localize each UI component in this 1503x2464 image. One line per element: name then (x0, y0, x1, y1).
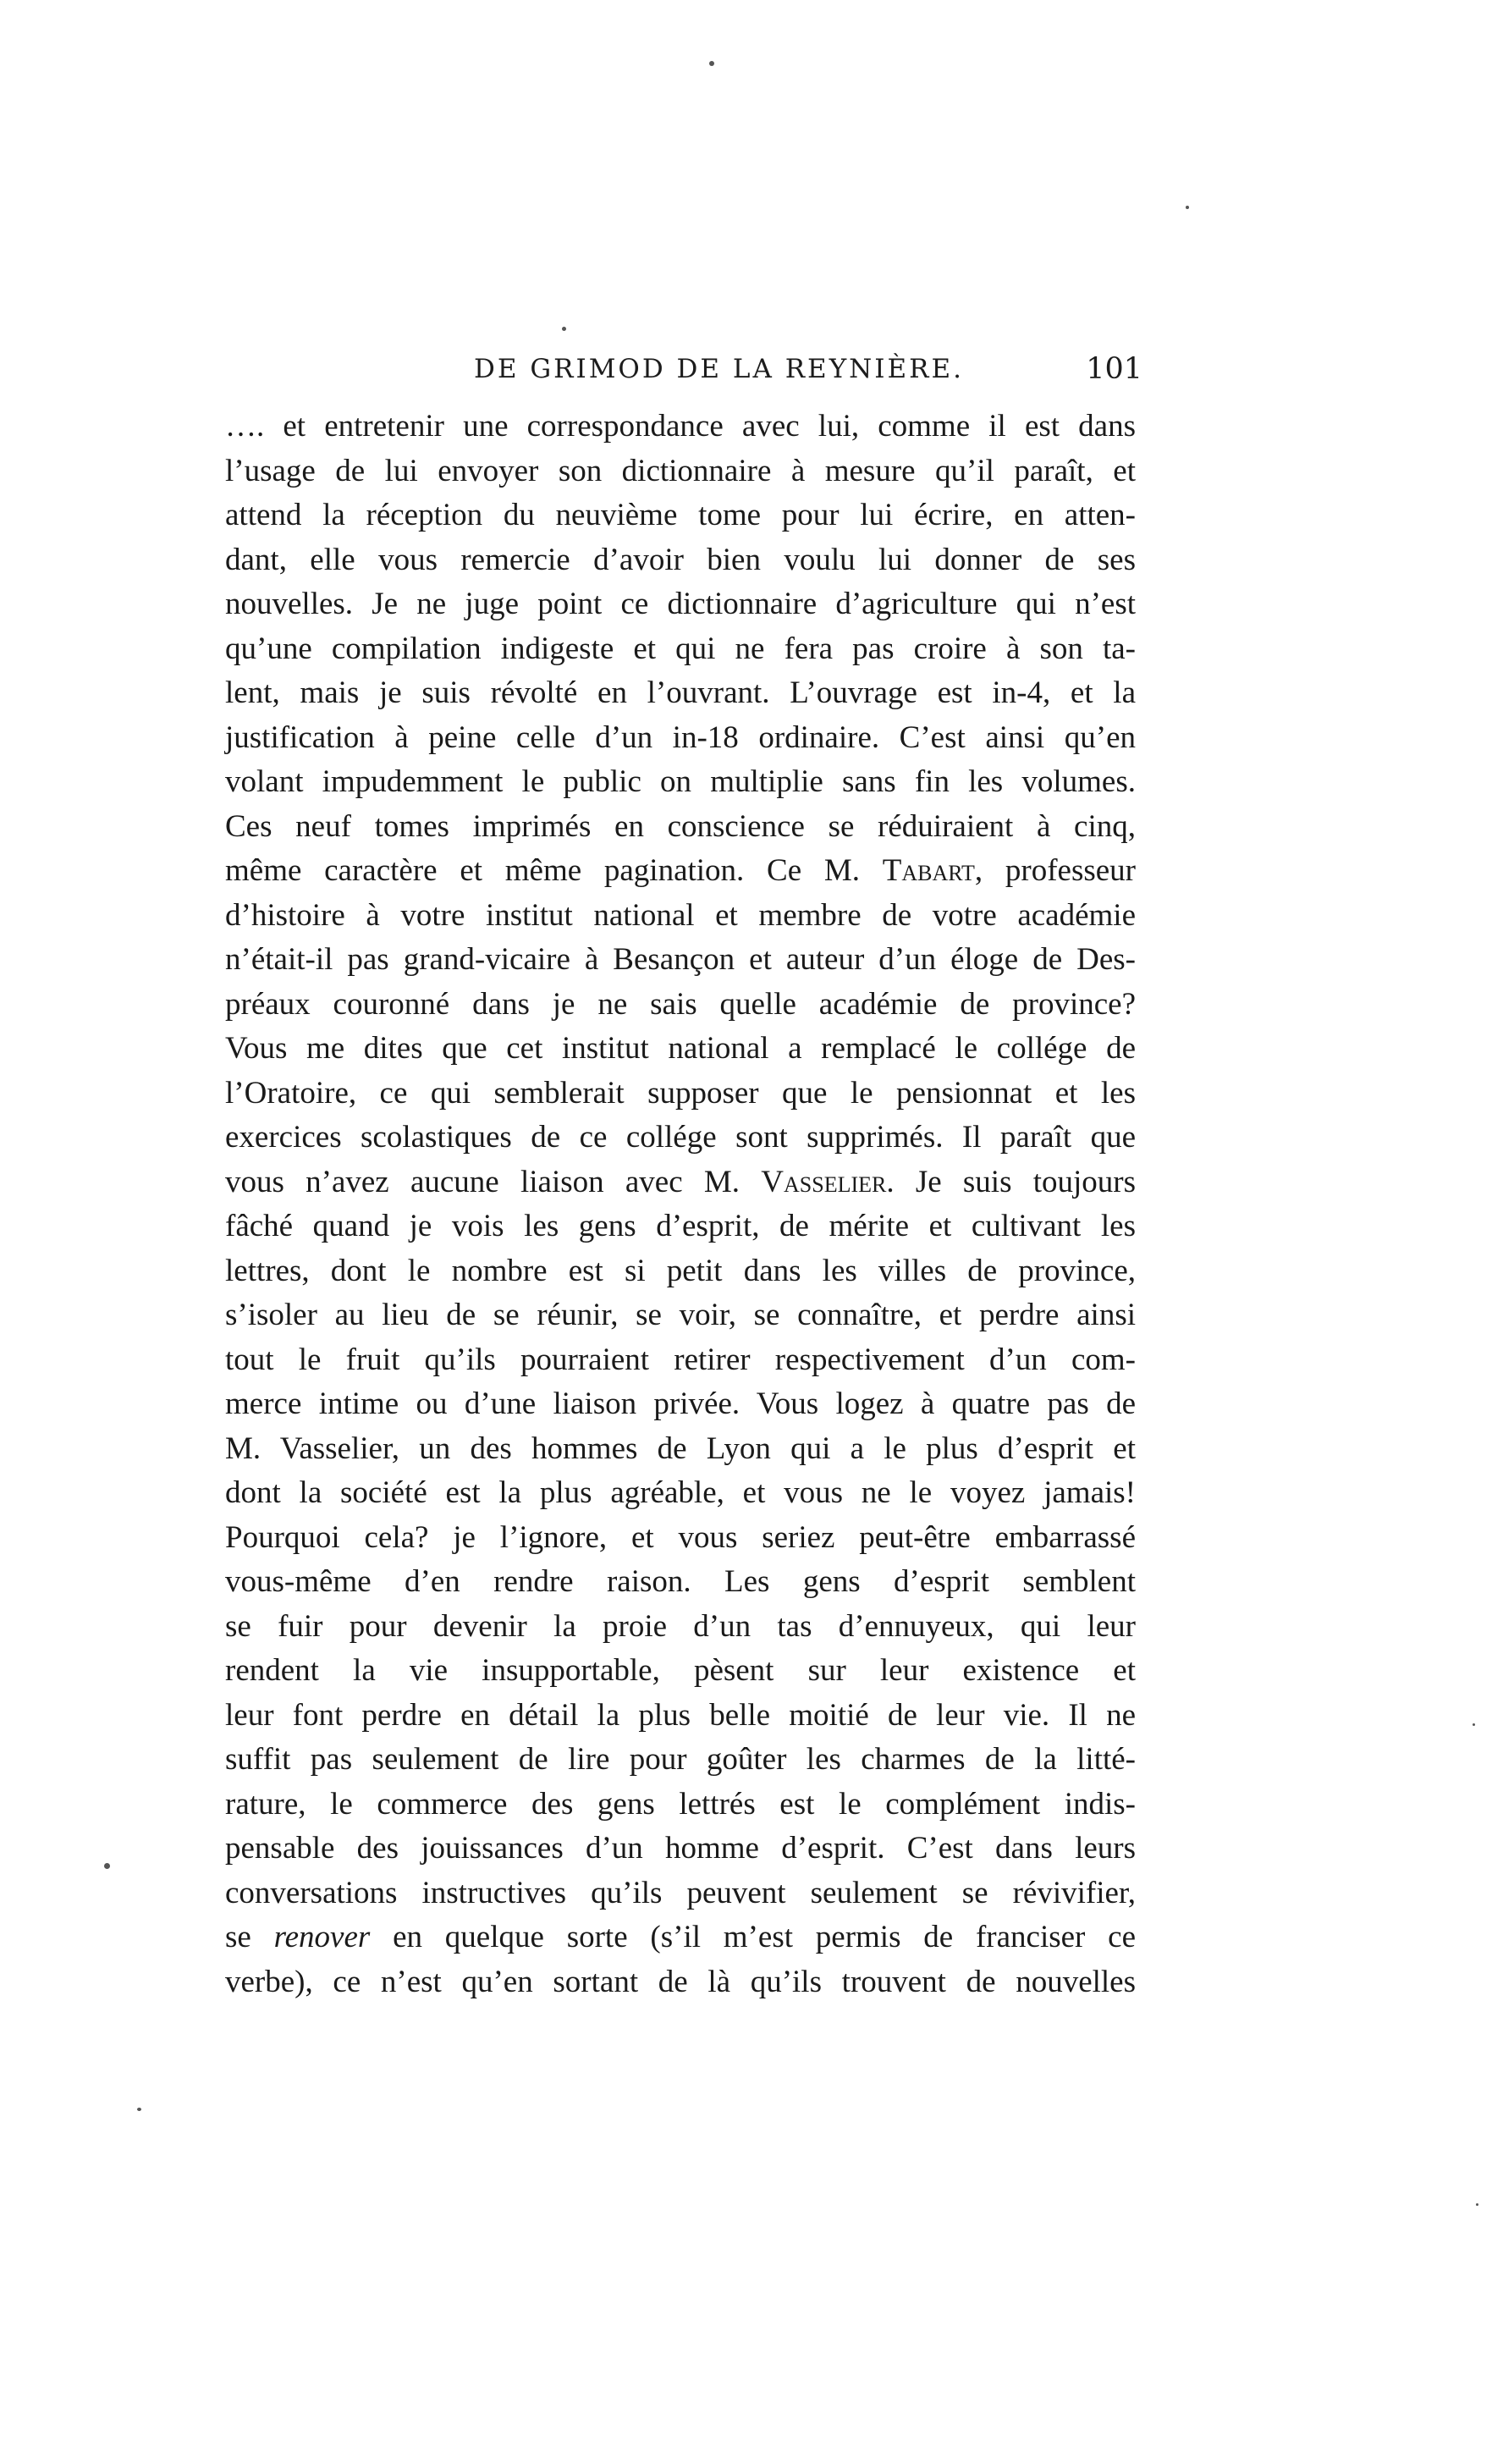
text-line: …. et entretenir une correspondance avec lui, comme il est dans (225, 409, 1136, 444)
text-line: exercices scolastiques de ce collége sont supprimés. Il paraît que (225, 1120, 1136, 1155)
text-line: dont la société est la plus agréable, et vous ne le voyez jamais! (225, 1475, 1136, 1510)
page-number: 101 (1086, 352, 1142, 386)
text-line: Ces neuf tomes imprimés en conscience se réduiraient à cinq, (225, 808, 1136, 844)
text-line: lettres, dont le nombre est si petit dans les villes de province, (225, 1253, 1136, 1288)
text-line: tout le fruit qu’ils pourraient retirer respectivement d’un com- (225, 1342, 1136, 1377)
line-segment: , professeur (974, 853, 1137, 888)
paper-speck (1186, 206, 1189, 209)
line-segment: même caractère et même pagination. Ce M. (225, 853, 883, 888)
paper-speck (709, 61, 714, 66)
text-line: rature, le commerce des gens lettrés est le complément indis- (225, 1786, 1136, 1822)
text-line: suffit pas seulement de lire pour goûter les charmes de la litté- (225, 1742, 1136, 1777)
text-line: verbe), ce n’est qu’en sortant de là qu’ils trouvent de nouvelles (225, 1964, 1136, 1999)
line-segment: vous n’avez aucune liaison avec M. (225, 1164, 762, 1199)
text-line: qu’une compilation indigeste et qui ne fera pas croire à son ta- (225, 631, 1136, 666)
text-line: d’histoire à votre institut national et membre de votre académie (225, 897, 1136, 933)
line-segment: en quelque sorte (s’il m’est permis de franciser ce (370, 1920, 1136, 1954)
page-header (474, 354, 1142, 405)
text-line: volant impudemment le public on multiplie sans fin les volumes. (225, 764, 1136, 799)
paper-speck (562, 327, 566, 331)
text-line: merce intime ou d’une liaison privée. Vous logez à quatre pas de (225, 1386, 1136, 1421)
text-line: préaux couronné dans je ne sais quelle académie de province? (225, 986, 1136, 1022)
name-vasselier: Vasselier (761, 1164, 887, 1199)
paper-speck (1476, 2203, 1478, 2206)
line-segment: se (225, 1920, 274, 1954)
paper-speck (104, 1863, 110, 1869)
paper-speck (1473, 1723, 1475, 1726)
text-line: fâché quand je vois les gens d’esprit, de mérite et cultivant les (225, 1209, 1136, 1243)
name-tabart: Tabart (882, 853, 975, 888)
text-line: attend la réception du neuvième tome pour lui écrire, en atten- (225, 498, 1136, 532)
text-line: leur font perdre en détail la plus belle moitié de leur vie. Il ne (225, 1697, 1136, 1733)
text-line: vous-même d’en rendre raison. Les gens d’esprit semblent (225, 1564, 1136, 1599)
text-line (225, 1916, 1136, 1960)
text-line: n’était-il pas grand-vicaire à Besançon et auteur d’un éloge de Des- (225, 942, 1136, 977)
running-head: DE GRIMOD DE LA REYNIÈRE. (474, 354, 964, 384)
text-line: l’usage de lui envoyer son dictionnaire à mesure qu’il paraît, et (225, 453, 1136, 488)
text-line: Vous me dites que cet institut national a remplacé le collége de (225, 1031, 1136, 1066)
text-line: pensable des jouissances d’un homme d’esprit. C’est dans leurs (225, 1831, 1136, 1866)
line-segment: . Je suis toujours (886, 1164, 1136, 1199)
text-line: conversations instructives qu’ils peuvent seulement se révivifier, (225, 1875, 1136, 1910)
text-line: nouvelles. Je ne juge point ce dictionnaire d’agriculture qui n’est (225, 587, 1136, 621)
text-line: l’Oratoire, ce qui semblerait supposer que le pensionnat et les (225, 1075, 1136, 1111)
italic-word-renover: renover (273, 1920, 371, 1954)
paper-speck (137, 2108, 141, 2111)
text-line: rendent la vie insupportable, pèsent sur leur existence et (225, 1653, 1136, 1688)
text-line: se fuir pour devenir la proie d’un tas d’ennuyeux, qui leur (225, 1608, 1136, 1644)
text-line (225, 1160, 1136, 1205)
text-line: s’isoler au lieu de se réunir, se voir, se connaître, et perdre ainsi (225, 1298, 1136, 1332)
text-line: lent, mais je suis révolté en l’ouvrant. L’ouvrage est in-4, et la (225, 675, 1136, 710)
body-text (225, 405, 1136, 2004)
text-line: M. Vasselier, un des hommes de Lyon qui a le plus d’esprit et (225, 1430, 1136, 1466)
text-line: Pourquoi cela? je l’ignore, et vous seriez peut-être embarrassé (225, 1519, 1136, 1555)
text-line: dant, elle vous remercie d’avoir bien voulu lui donner de ses (225, 542, 1136, 577)
text-line: justification à peine celle d’un in-18 ordinaire. C’est ainsi qu’en (225, 719, 1136, 755)
text-line (225, 849, 1136, 894)
